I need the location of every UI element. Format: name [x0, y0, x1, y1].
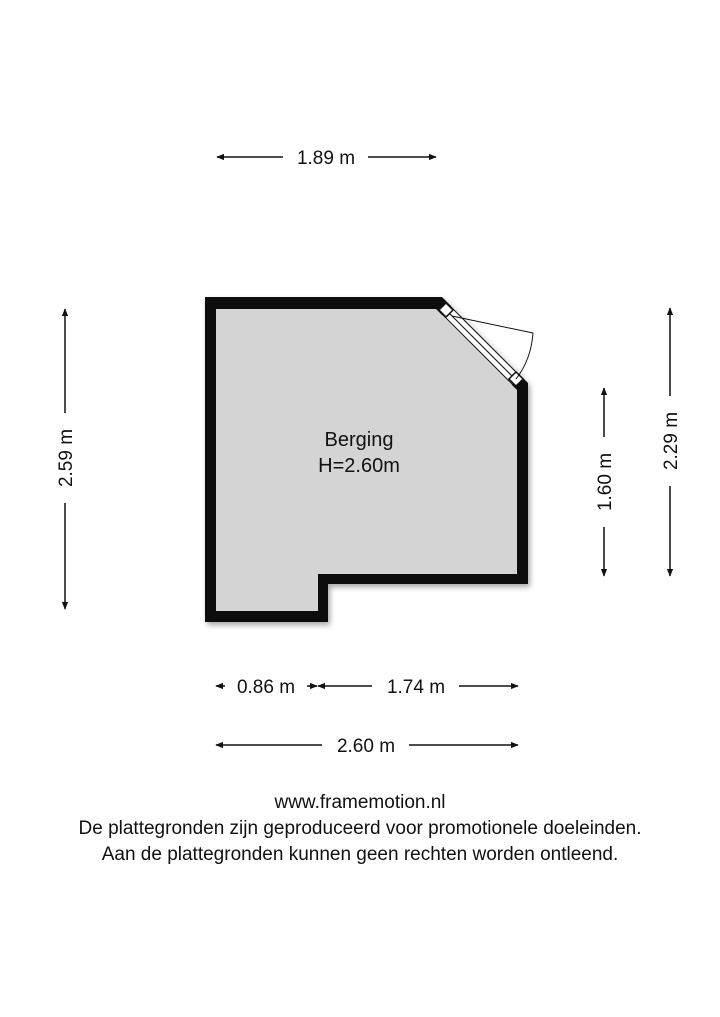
dim-left-height-label: 2.59 m — [56, 428, 77, 488]
footer — [0, 790, 720, 868]
dim-right-inner-height — [595, 388, 616, 576]
room-height: H=2.60m — [318, 455, 400, 477]
dim-bottom-small-label: 0.86 m — [236, 677, 296, 698]
footer-disclaimer-2: Aan de plattegronden kunnen geen rechten worden ontleend. — [101, 844, 619, 865]
dim-right-inner-label: 1.60 m — [595, 452, 616, 512]
dim-bottom-total — [216, 736, 518, 757]
dim-left-height — [56, 309, 77, 609]
dim-bottom-total-label: 2.60 m — [336, 736, 396, 757]
room-name: Berging — [324, 429, 394, 451]
dim-top-width — [217, 148, 436, 169]
dim-top-width-label: 1.89 m — [296, 148, 356, 169]
dim-bottom-segments — [216, 677, 518, 698]
footer-disclaimer-1: De plattegronden zijn geproduceerd voor promotionele doeleinden. — [78, 818, 642, 839]
dim-right-outer-height — [661, 308, 682, 576]
dim-right-outer-label: 2.29 m — [661, 411, 682, 471]
footer-url: www.framemotion.nl — [274, 792, 446, 813]
door-swing-arc — [516, 333, 533, 379]
dim-bottom-large-label: 1.74 m — [386, 677, 446, 698]
